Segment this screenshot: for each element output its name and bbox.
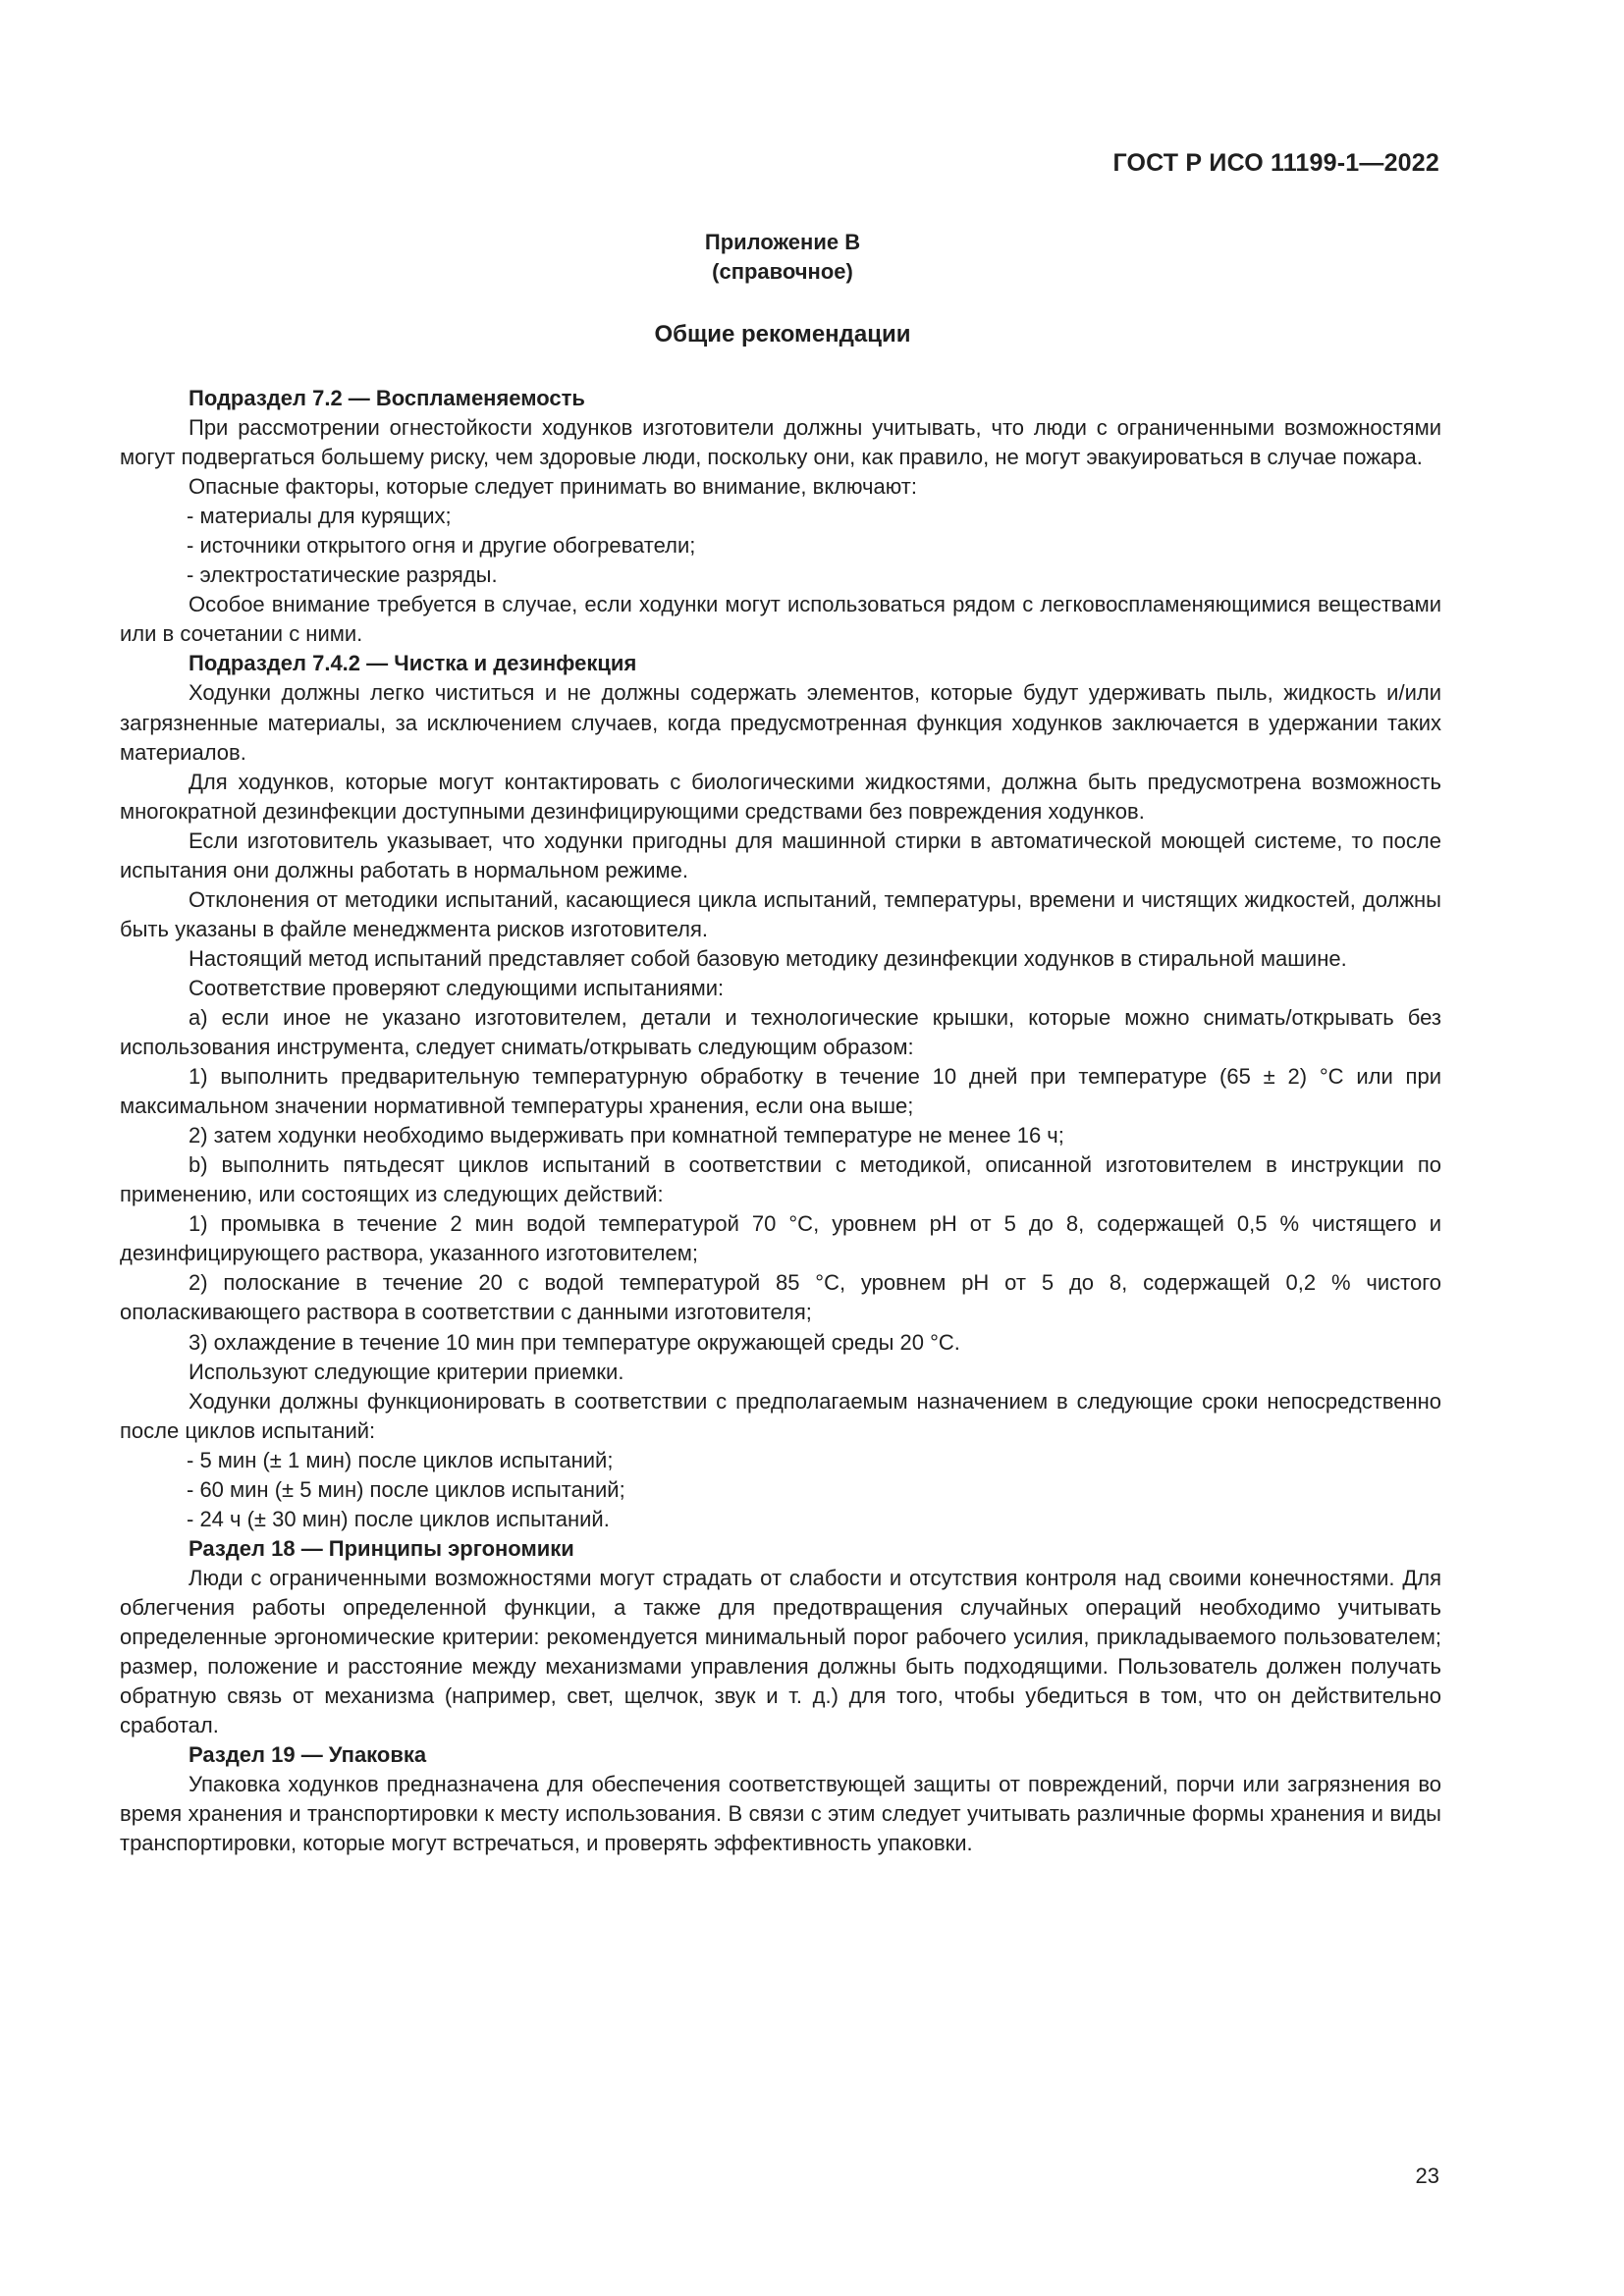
paragraph: 1) промывка в течение 2 мин водой температурой 70 °C, уровнем pH от 5 до 8, содержащей 0,5 % чистящего и дезинфицирующего раствора, указанного изготовителем; [120,1211,1441,1266]
paragraph: Настоящий метод испытаний представляет собой базовую методику дезинфекции ходунков в стиральной машине. [189,945,1347,971]
paragraph: Соответствие проверяют следующими испытаниями: [189,975,725,1000]
paragraph: Люди с ограниченными возможностями могут страдать от слабости и отсутствия контроля над своими конечностями. Для облегчения работы определенной функции, а также для предотвращения случайных операций необходимо учитывать определенные эргономические критерии: рекомендуется минимальный порог рабочего усилия, прикладываемого пользователем; размер, положение и расстояние между механизмами управления должны быть подходящими. Пользователь должен получать обратную связь от механизма (например, свет, щелчок, звук и т. д.) для того, чтобы убедиться в том, что он действительно сработал. [120,1565,1441,1738]
paragraph: Используют следующие критерии приемки. [189,1359,624,1384]
section-heading: Подраздел 7.2 — Воспламеняемость [189,386,585,410]
list-item: - материалы для курящих; [187,504,452,529]
paragraph: При рассмотрении огнестойкости ходунков изготовители должны учитывать, что люди с ограниченными возможностями могут подвергаться большему риску, чем здоровые люди, поскольку они, как правило, не могут эвакуироваться в случае пожара. [120,415,1441,470]
list-item: - источники открытого огня и другие обогреватели; [187,533,696,559]
paragraph: a) если иное не указано изготовителем, детали и технологические крышки, которые можно снимать/открывать без использования инструмента, следует снимать/открывать следующим образом: [120,1004,1441,1060]
paragraph: Для ходунков, которые могут контактировать с биологическими жидкостями, должна быть предусмотрена возможность многократной дезинфекции доступными дезинфицирующими средствами без повреждения ходунков. [120,769,1441,824]
paragraph: 2) полоскание в течение 20 с водой температурой 85 °C, уровнем pH от 5 до 8, содержащей 0,2 % чистого ополаскивающего раствора в соответствии с данными изготовителя; [120,1270,1441,1325]
paragraph: 3) охлаждение в течение 10 мин при температуре окружающей среды 20 °C. [189,1329,960,1355]
document-body [120,384,1441,1858]
list-item: - 5 мин (± 1 мин) после циклов испытаний; [187,1447,614,1472]
section-heading: Подраздел 7.4.2 — Чистка и дезинфекция [189,651,637,676]
annex-label: Приложение В [704,230,861,254]
section-heading: Раздел 19 — Упаковка [189,1742,427,1768]
annex-type: (справочное) [712,259,853,284]
paragraph: Ходунки должны легко чиститься и не должны содержать элементов, которые будут удерживать пыль, жидкость и/или загрязненные материалы, за исключением случаев, когда предусмотренная функция ходунков заключается в удержании таких материалов. [120,680,1441,765]
standard-code: ГОСТ Р ИСО 11199-1—2022 [1112,149,1439,177]
list-item: - 24 ч (± 30 мин) после циклов испытаний. [187,1506,610,1531]
annex-title: Общие рекомендации [654,321,911,347]
paragraph: Особое внимание требуется в случае, если ходунки могут использоваться рядом с легковоспламеняющимися веществами или в сочетании с ними. [120,592,1441,647]
paragraph: Опасные факторы, которые следует принимать во внимание, включают: [189,474,917,500]
paragraph: Ходунки должны функционировать в соответствии с предполагаемым назначением в следующие сроки непосредственно после циклов испытаний: [120,1388,1441,1443]
paragraph: Упаковка ходунков предназначена для обеспечения соответствующей защиты от повреждений, порчи или загрязнения во время хранения и транспортировки к месту использования. В связи с этим следует учитывать различные формы хранения и виды транспортировки, которые могут встречаться, и проверять эффективность упаковки. [120,1772,1441,1856]
list-item: - 60 мин (± 5 мин) после циклов испытаний; [187,1476,625,1502]
list-item: - электростатические разряды. [187,562,498,588]
paragraph: 1) выполнить предварительную температурную обработку в течение 10 дней при температуре (65 ± 2) °C или при максимальном значении нормативной температуры хранения, если она выше; [120,1064,1441,1119]
paragraph: Отклонения от методики испытаний, касающиеся цикла испытаний, температуры, времени и чистящих жидкостей, должны быть указаны в файле менеджмента рисков изготовителя. [120,886,1441,941]
paragraph: 2) затем ходунки необходимо выдерживать при комнатной температуре не менее 16 ч; [189,1123,1064,1148]
annex-heading [0,228,1565,287]
page-number: 23 [1415,2163,1439,2188]
paragraph: Если изготовитель указывает, что ходунки пригодны для машинной стирки в автоматической моющей системе, то после испытания они должны работать в нормальном режиме. [120,828,1441,882]
section-heading: Раздел 18 — Принципы эргономики [189,1535,574,1561]
paragraph: b) выполнить пятьдесят циклов испытаний в соответствии с методикой, описанной изготовителем в инструкции по применению, или состоящих из следующих действий: [120,1152,1441,1207]
